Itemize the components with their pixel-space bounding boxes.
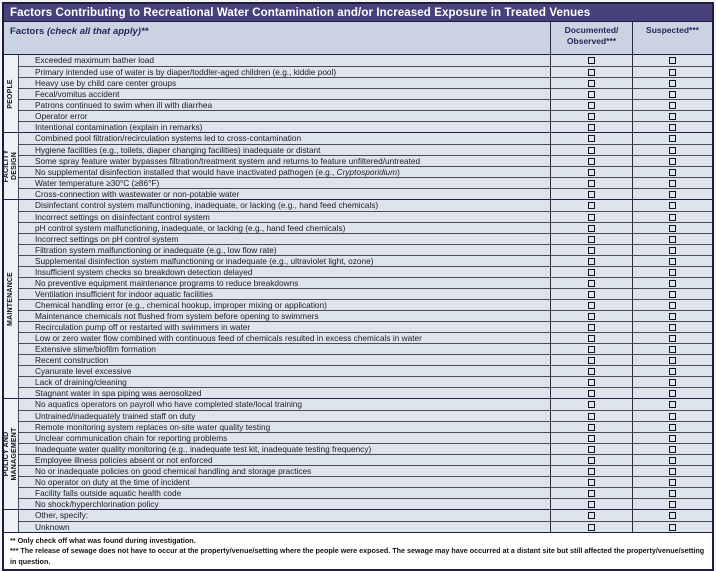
documented-cell <box>550 333 632 343</box>
documented-checkbox[interactable] <box>588 102 595 109</box>
table-body <box>4 55 712 532</box>
suspected-cell <box>632 522 712 532</box>
suspected-checkbox[interactable] <box>669 468 676 475</box>
table-row <box>19 487 712 498</box>
section-label-policy-and-management <box>4 399 19 509</box>
documented-checkbox[interactable] <box>588 225 595 232</box>
suspected-cell <box>632 133 712 144</box>
suspected-cell <box>632 178 712 188</box>
section-rows <box>19 200 712 398</box>
suspected-checkbox[interactable] <box>669 91 676 98</box>
section-label-people <box>4 55 19 132</box>
suspected-cell <box>632 344 712 354</box>
suspected-cell <box>632 289 712 299</box>
table-row <box>19 521 712 532</box>
documented-cell <box>550 167 632 177</box>
factor-label: Stagnant water in spa piping was aerosolized <box>35 388 202 398</box>
documented-checkbox[interactable] <box>588 280 595 287</box>
factor-label: Recent construction <box>35 355 109 365</box>
table-row <box>19 277 712 288</box>
factor-label: No supplemental disinfection installed that would have inactivated pathogen (e.g., Cryptosporidium) <box>35 167 400 177</box>
suspected-cell <box>632 300 712 310</box>
suspected-checkbox[interactable] <box>669 113 676 120</box>
suspected-checkbox[interactable] <box>669 102 676 109</box>
suspected-cell <box>632 189 712 199</box>
column-header-row <box>4 22 712 55</box>
documented-cell <box>550 234 632 244</box>
suspected-cell <box>632 455 712 465</box>
documented-cell <box>550 522 632 532</box>
documented-checkbox[interactable] <box>588 490 595 497</box>
suspected-checkbox[interactable] <box>669 258 676 265</box>
suspected-checkbox[interactable] <box>669 135 676 142</box>
suspected-checkbox[interactable] <box>669 313 676 320</box>
suspected-checkbox[interactable] <box>669 191 676 198</box>
documented-cell <box>550 444 632 454</box>
factor-label: Cyanurate level excessive <box>35 366 132 376</box>
table-row <box>19 144 712 155</box>
suspected-cell <box>632 234 712 244</box>
factor-label: Combined pool filtration/recirculation systems led to cross-contamination <box>35 133 302 143</box>
suspected-checkbox[interactable] <box>669 202 676 209</box>
factors-header-note: (check all that apply)** <box>44 26 149 37</box>
table-row <box>19 399 712 410</box>
suspected-cell <box>632 322 712 332</box>
suspected-checkbox[interactable] <box>669 446 676 453</box>
documented-cell <box>550 278 632 288</box>
suspected-checkbox[interactable] <box>669 225 676 232</box>
factor-label: Ventilation insufficient for indoor aquatic facilities <box>35 289 213 299</box>
suspected-cell <box>632 156 712 166</box>
section-rows <box>19 510 712 532</box>
suspected-cell <box>632 100 712 110</box>
documented-cell <box>550 411 632 421</box>
documented-cell <box>550 111 632 121</box>
table-row <box>19 498 712 509</box>
table-row <box>19 365 712 376</box>
suspected-cell <box>632 510 712 521</box>
factors-header-label: Factors <box>10 26 45 37</box>
factor-label: Intentional contamination (explain in remarks) <box>35 122 203 132</box>
suspected-cell <box>632 245 712 255</box>
section-label-text: FACILITY DESIGN <box>3 149 18 183</box>
suspected-checkbox[interactable] <box>669 501 676 508</box>
documented-cell <box>550 200 632 211</box>
documented-checkbox[interactable] <box>588 324 595 331</box>
table-row <box>19 410 712 421</box>
documented-cell <box>550 399 632 410</box>
table-row <box>19 299 712 310</box>
factor-label: Incorrect settings on pH control system <box>35 234 179 244</box>
suspected-checkbox[interactable] <box>669 124 676 131</box>
factor-label: Employee illness policies absent or not enforced <box>35 455 213 465</box>
documented-checkbox[interactable] <box>588 69 595 76</box>
documented-checkbox[interactable] <box>588 57 595 64</box>
section-facility-design <box>4 132 712 199</box>
factor-label: Water temperature ≥30°C (≥86°F) <box>35 178 160 188</box>
suspected-cell <box>632 499 712 509</box>
factor-label: Fecal/vomitus accident <box>35 89 120 99</box>
table-row <box>19 77 712 88</box>
suspected-checkbox[interactable] <box>669 424 676 431</box>
factor-label: Patrons continued to swim when ill with diarrhea <box>35 100 213 110</box>
section-label-maintenance <box>4 200 19 398</box>
documented-checkbox[interactable] <box>588 80 595 87</box>
factor-label: Cross-connection with wastewater or non-potable water <box>35 189 240 199</box>
suspected-column-header: Suspected*** <box>632 22 712 54</box>
suspected-checkbox[interactable] <box>669 180 676 187</box>
documented-cell <box>550 133 632 144</box>
documented-checkbox[interactable] <box>588 236 595 243</box>
factor-label: Incorrect settings on disinfectant control system <box>35 212 210 222</box>
factor-label: Primary intended use of water is by diaper/toddler-aged children (e.g., kiddie pool) <box>35 67 337 77</box>
suspected-cell <box>632 411 712 421</box>
suspected-checkbox[interactable] <box>669 214 676 221</box>
documented-cell <box>550 223 632 233</box>
footnote-double-asterisk: ** Only check off what was found during investigation. <box>10 536 196 545</box>
table-row <box>19 332 712 343</box>
documented-cell <box>550 388 632 398</box>
factor-label: pH control system malfunctioning, inadequate, or lacking (e.g., hand feed chemicals) <box>35 223 346 233</box>
factor-label: Supplemental disinfection system malfunctioning or inadequate (e.g., ultraviolet light, ozone) <box>35 256 374 266</box>
factor-label: No preventive equipment maintenance programs to reduce breakdowns <box>35 278 299 288</box>
table-row <box>19 387 712 398</box>
documented-checkbox[interactable] <box>588 191 595 198</box>
table-row <box>19 354 712 365</box>
suspected-checkbox[interactable] <box>669 169 676 176</box>
table-row <box>19 510 712 521</box>
documented-cell <box>550 344 632 354</box>
documented-cell <box>550 178 632 188</box>
table-row <box>19 465 712 476</box>
documented-observed-column-header: Documented/ Observed*** <box>550 22 632 54</box>
documented-checkbox[interactable] <box>588 124 595 131</box>
suspected-cell <box>632 256 712 266</box>
documented-checkbox[interactable] <box>588 135 595 142</box>
documented-checkbox[interactable] <box>588 91 595 98</box>
documented-cell <box>550 311 632 321</box>
table-row <box>19 177 712 188</box>
suspected-checkbox[interactable] <box>669 435 676 442</box>
section-policy-and-management <box>4 398 712 509</box>
suspected-checkbox[interactable] <box>669 401 676 408</box>
table-row <box>19 55 712 66</box>
suspected-checkbox[interactable] <box>669 335 676 342</box>
documented-cell <box>550 145 632 155</box>
suspected-checkbox[interactable] <box>669 247 676 254</box>
table-row <box>19 421 712 432</box>
section-label-text: PEOPLE <box>7 78 15 109</box>
suspected-checkbox[interactable] <box>669 413 676 420</box>
suspected-checkbox[interactable] <box>669 147 676 154</box>
suspected-checkbox[interactable] <box>669 69 676 76</box>
documented-checkbox[interactable] <box>588 368 595 375</box>
table-row <box>19 211 712 222</box>
documented-checkbox[interactable] <box>588 379 595 386</box>
documented-cell <box>550 67 632 77</box>
documented-cell <box>550 100 632 110</box>
suspected-checkbox[interactable] <box>669 368 676 375</box>
suspected-cell <box>632 55 712 66</box>
documented-cell <box>550 422 632 432</box>
documented-checkbox[interactable] <box>588 401 595 408</box>
footnote-triple-asterisk: *** The release of sewage does not have to occur at the property/venue/setting where the people were exposed. The sewage may have occurred at a distant site but still affected the property/venue/setting in question. <box>10 546 705 566</box>
suspected-cell <box>632 167 712 177</box>
documented-cell <box>550 510 632 521</box>
factor-label: Other, specify: <box>35 510 89 520</box>
section-other <box>4 509 712 532</box>
suspected-cell <box>632 333 712 343</box>
suspected-checkbox[interactable] <box>669 457 676 464</box>
documented-checkbox[interactable] <box>588 512 595 519</box>
suspected-checkbox[interactable] <box>669 479 676 486</box>
table-row <box>19 244 712 255</box>
documented-cell <box>550 122 632 132</box>
documented-cell <box>550 499 632 509</box>
documented-checkbox[interactable] <box>588 468 595 475</box>
factor-label: Disinfectant control system malfunctioning, inadequate, or lacking (e.g., hand feed chemicals) <box>35 200 379 210</box>
documented-cell <box>550 322 632 332</box>
documented-checkbox[interactable] <box>588 302 595 309</box>
documented-cell <box>550 189 632 199</box>
documented-cell <box>550 78 632 88</box>
documented-checkbox[interactable] <box>588 313 595 320</box>
factor-label: Lack of draining/cleaning <box>35 377 127 387</box>
documented-cell <box>550 256 632 266</box>
section-people <box>4 55 712 132</box>
documented-cell <box>550 55 632 66</box>
section-rows <box>19 399 712 509</box>
documented-checkbox[interactable] <box>588 390 595 397</box>
factor-label: Inadequate water quality monitoring (e.g., inadequate test kit, inadequate testing frequency) <box>35 444 372 454</box>
documented-cell <box>550 156 632 166</box>
suspected-cell <box>632 444 712 454</box>
documented-cell <box>550 289 632 299</box>
factor-label: Heavy use by child care center groups <box>35 78 177 88</box>
documented-cell <box>550 89 632 99</box>
section-label-facility-design <box>4 133 19 199</box>
documented-checkbox[interactable] <box>588 479 595 486</box>
documented-checkbox[interactable] <box>588 424 595 431</box>
section-rows <box>19 55 712 132</box>
suspected-checkbox[interactable] <box>669 346 676 353</box>
documented-cell <box>550 366 632 376</box>
suspected-checkbox[interactable] <box>669 291 676 298</box>
table-row <box>19 233 712 244</box>
suspected-cell <box>632 388 712 398</box>
section-maintenance <box>4 199 712 398</box>
factor-label: No aquatics operators on payroll who have completed state/local training <box>35 399 303 409</box>
suspected-checkbox[interactable] <box>669 302 676 309</box>
table-title: Factors Contributing to Recreational Water Contamination and/or Increased Exposure in Treated Venues <box>4 4 712 22</box>
table-row <box>19 476 712 487</box>
factors-column-header <box>4 22 550 54</box>
documented-cell <box>550 355 632 365</box>
table-row <box>19 432 712 443</box>
factor-label: Remote monitoring system replaces on-site water quality testing <box>35 422 271 432</box>
suspected-cell <box>632 111 712 121</box>
documented-cell <box>550 267 632 277</box>
contamination-factors-table <box>2 2 714 571</box>
documented-checkbox[interactable] <box>588 214 595 221</box>
suspected-checkbox[interactable] <box>669 280 676 287</box>
documented-cell <box>550 377 632 387</box>
documented-checkbox[interactable] <box>588 291 595 298</box>
documented-checkbox[interactable] <box>588 346 595 353</box>
section-rows <box>19 133 712 199</box>
factor-label: Maintenance chemicals not flushed from system before opening to swimmers <box>35 311 319 321</box>
factor-label: No operator on duty at the time of incident <box>35 477 190 487</box>
documented-checkbox[interactable] <box>588 435 595 442</box>
suspected-cell <box>632 278 712 288</box>
factor-label: No or inadequate policies on good chemical handling and storage practices <box>35 466 312 476</box>
factor-label: Facility falls outside aquatic health code <box>35 488 182 498</box>
documented-cell <box>550 455 632 465</box>
documented-cell <box>550 433 632 443</box>
documented-checkbox[interactable] <box>588 524 595 531</box>
factor-label: Unclear communication chain for reporting problems <box>35 433 228 443</box>
suspected-cell <box>632 122 712 132</box>
footnotes <box>4 532 712 569</box>
suspected-checkbox[interactable] <box>669 390 676 397</box>
factor-label: Untrained/inadequately trained staff on duty <box>35 411 196 421</box>
documented-checkbox[interactable] <box>588 158 595 165</box>
factor-label: Insufficient system checks so breakdown detection delayed <box>35 267 253 277</box>
documented-checkbox[interactable] <box>588 258 595 265</box>
table-row <box>19 266 712 277</box>
table-row <box>19 321 712 332</box>
factor-label: Operator error <box>35 111 88 121</box>
documented-checkbox[interactable] <box>588 457 595 464</box>
suspected-cell <box>632 212 712 222</box>
table-row <box>19 188 712 199</box>
suspected-checkbox[interactable] <box>669 512 676 519</box>
table-row <box>19 310 712 321</box>
documented-checkbox[interactable] <box>588 169 595 176</box>
suspected-cell <box>632 488 712 498</box>
section-label-text: POLICY AND MANAGEMENT <box>3 427 18 481</box>
table-row <box>19 376 712 387</box>
suspected-cell <box>632 89 712 99</box>
table-row <box>19 443 712 454</box>
table-row <box>19 110 712 121</box>
suspected-checkbox[interactable] <box>669 524 676 531</box>
documented-cell <box>550 245 632 255</box>
factor-label: Filtration system malfunctioning or inadequate (e.g., low flow rate) <box>35 245 277 255</box>
table-row <box>19 66 712 77</box>
suspected-cell <box>632 399 712 410</box>
suspected-cell <box>632 433 712 443</box>
suspected-checkbox[interactable] <box>669 357 676 364</box>
table-row <box>19 99 712 110</box>
documented-checkbox[interactable] <box>588 413 595 420</box>
suspected-checkbox[interactable] <box>669 269 676 276</box>
suspected-cell <box>632 377 712 387</box>
suspected-cell <box>632 145 712 155</box>
section-label-other <box>4 510 19 532</box>
suspected-checkbox[interactable] <box>669 379 676 386</box>
factor-label: Extensive slime/biofilm formation <box>35 344 156 354</box>
suspected-cell <box>632 422 712 432</box>
suspected-checkbox[interactable] <box>669 57 676 64</box>
documented-checkbox[interactable] <box>588 147 595 154</box>
documented-checkbox[interactable] <box>588 335 595 342</box>
documented-cell <box>550 212 632 222</box>
suspected-cell <box>632 466 712 476</box>
suspected-cell <box>632 477 712 487</box>
documented-cell <box>550 300 632 310</box>
factor-label: Low or zero water flow combined with continuous feed of chemicals resulted in excess chemicals in water <box>35 333 422 343</box>
factor-label: Some spray feature water bypasses filtration/treatment system and returns to feature unfiltered/untreated <box>35 156 421 166</box>
factor-label: Recirculation pump off or restarted with swimmers in water <box>35 322 251 332</box>
documented-checkbox[interactable] <box>588 357 595 364</box>
table-row <box>19 166 712 177</box>
table-row <box>19 222 712 233</box>
documented-checkbox[interactable] <box>588 501 595 508</box>
documented-checkbox[interactable] <box>588 247 595 254</box>
table-row <box>19 121 712 132</box>
suspected-cell <box>632 366 712 376</box>
documented-cell <box>550 477 632 487</box>
documented-checkbox[interactable] <box>588 180 595 187</box>
factor-label: Unknown <box>35 522 70 532</box>
suspected-checkbox[interactable] <box>669 490 676 497</box>
documented-cell <box>550 466 632 476</box>
section-label-text: MAINTENANCE <box>7 272 15 326</box>
table-row <box>19 200 712 211</box>
factor-label: No shock/hyperchlorination policy <box>35 499 159 509</box>
factor-label: Exceeded maximum bather load <box>35 55 154 65</box>
suspected-checkbox[interactable] <box>669 80 676 87</box>
factor-label: Hygiene facilities (e.g., toilets, diaper changing facilities) inadequate or distant <box>35 145 321 155</box>
table-row <box>19 288 712 299</box>
documented-cell <box>550 488 632 498</box>
suspected-cell <box>632 78 712 88</box>
table-row <box>19 88 712 99</box>
table-row <box>19 255 712 266</box>
factor-label: Chemical handling error (e.g., chemical hookup, improper mixing or application) <box>35 300 327 310</box>
suspected-cell <box>632 67 712 77</box>
documented-checkbox[interactable] <box>588 202 595 209</box>
suspected-cell <box>632 223 712 233</box>
documented-checkbox[interactable] <box>588 113 595 120</box>
suspected-checkbox[interactable] <box>669 158 676 165</box>
suspected-cell <box>632 311 712 321</box>
suspected-cell <box>632 200 712 211</box>
suspected-checkbox[interactable] <box>669 324 676 331</box>
documented-checkbox[interactable] <box>588 446 595 453</box>
table-row <box>19 343 712 354</box>
table-row <box>19 133 712 144</box>
suspected-cell <box>632 355 712 365</box>
suspected-checkbox[interactable] <box>669 236 676 243</box>
suspected-cell <box>632 267 712 277</box>
table-row <box>19 155 712 166</box>
table-row <box>19 454 712 465</box>
documented-checkbox[interactable] <box>588 269 595 276</box>
